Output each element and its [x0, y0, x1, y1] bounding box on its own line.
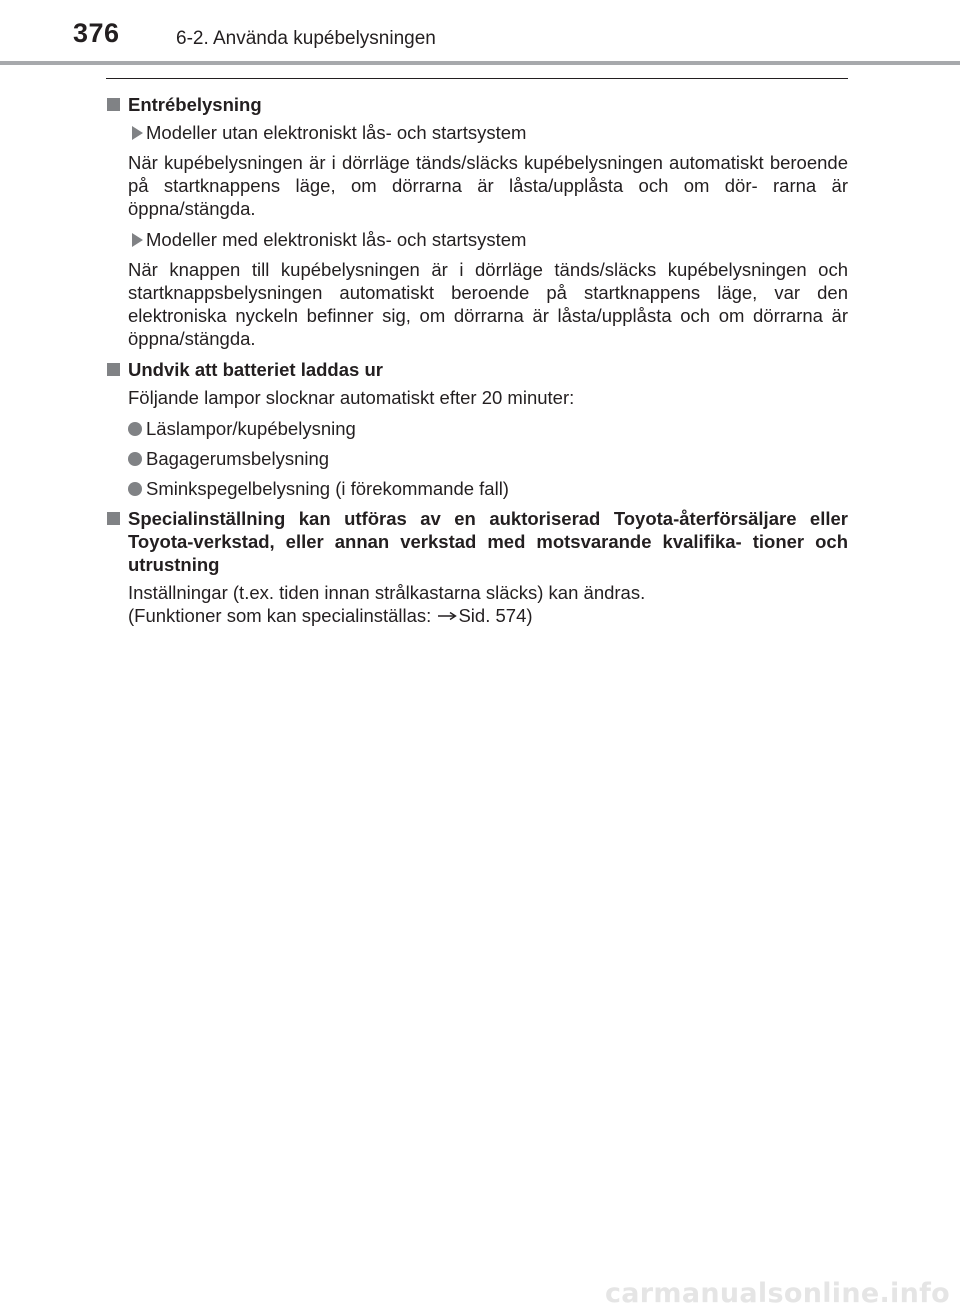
square-icon — [107, 98, 120, 111]
paragraph-with-smart-key: När knappen till kupébelysningen är i dörrläge tänds/släcks kupébelysningen och startknappsbelysningen automatiskt beroende på startknappens läge, var den elektroniska nyckeln befinner sig, om dörrarna är låsta/upplåsta och om dörrarna är öppna/stängda. — [128, 259, 848, 349]
sub-heading-with-smart-key — [106, 228, 848, 251]
watermark: carmanualsonline.info — [604, 1278, 950, 1309]
circle-icon — [128, 422, 142, 436]
circle-icon — [128, 482, 142, 496]
page-reference-link[interactable]: Sid. 574 — [458, 605, 527, 626]
page-content — [106, 78, 848, 627]
circle-icon — [128, 452, 142, 466]
bullet-item-text: Sminkspegelbelysning (i förekommande fall) — [146, 478, 509, 499]
section-heading-text: Entrébelysning — [128, 94, 262, 115]
sub-heading-without-smart-key — [106, 121, 848, 144]
bullet-item-text: Bagagerumsbelysning — [146, 448, 330, 469]
page-number: 376 — [73, 18, 120, 48]
bullet-item — [106, 477, 848, 500]
bullet-item — [106, 417, 848, 440]
paragraph-customization — [106, 581, 848, 627]
triangle-right-icon — [132, 126, 143, 140]
sub-heading-text: Modeller utan elektroniskt lås- och startsystem — [146, 122, 527, 143]
customization-line-2-prefix: (Funktioner som kan specialinställas: — [128, 605, 437, 626]
chapter-title: 6-2. Använda kupébelysningen — [176, 28, 436, 49]
paragraph-without-smart-key: När kupébelysningen är i dörrläge tänds/släcks kupébelysningen automatiskt beroende på startknappens läge, om dörrarna är låsta/upplåsta och om dör- rarna är öppna/stängda. — [128, 152, 848, 219]
section-heading-customization — [106, 507, 848, 576]
paragraph-battery-intro: Följande lampor slocknar automatiskt efter 20 minuter: — [128, 387, 575, 408]
page-header — [0, 0, 960, 66]
section-heading-text: Specialinställning kan utföras av en auktoriserad Toyota-återförsäljare eller Toyota-verkstad, eller annan verkstad med motsvarande kvalifika- tioner och utrustning — [128, 508, 848, 575]
customization-line-2-suffix: ) — [526, 605, 533, 626]
section-heading-entry — [106, 93, 848, 116]
section-heading-battery — [106, 358, 848, 381]
bullet-item-text: Läslampor/kupébelysning — [146, 418, 356, 439]
bullet-item — [106, 447, 848, 470]
triangle-right-icon — [132, 233, 143, 247]
header-rule — [0, 61, 960, 65]
section-heading-text: Undvik att batteriet laddas ur — [128, 359, 383, 380]
square-icon — [107, 512, 120, 525]
arrow-right-icon — [436, 611, 458, 621]
customization-line-1: Inställningar (t.ex. tiden innan strålkastarna släcks) kan ändras. — [128, 582, 646, 603]
sub-heading-text: Modeller med elektroniskt lås- och startsystem — [146, 229, 527, 250]
square-icon — [107, 363, 120, 376]
content-top-rule — [106, 78, 848, 79]
